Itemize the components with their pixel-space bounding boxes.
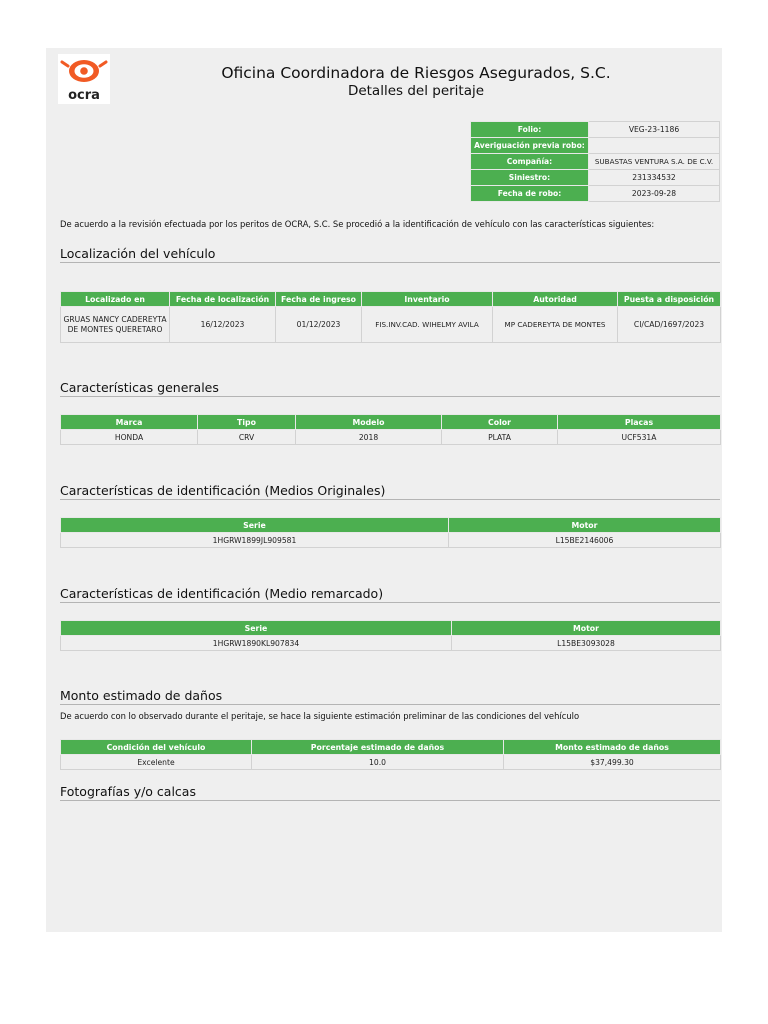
table-row (61, 307, 721, 343)
fecha-robo-value: 2023-09-28 (589, 186, 720, 202)
intro-text: De acuerdo a la revisión efectuada por los peritos de OCRA, S.C. Se procedió a la identificación de vehículo con las características siguientes: (60, 219, 655, 229)
compania-label: Compañía: (471, 154, 589, 170)
section-title-remarcado: Características de identificación (Medio remarcado) (60, 586, 720, 603)
section-title-generales: Características generales (60, 380, 720, 397)
siniestro-value: 231334532 (589, 170, 720, 186)
column-header: Porcentaje estimado de daños (252, 740, 504, 755)
column-header: Fecha de ingreso (276, 292, 362, 307)
section-title-localizacion: Localización del vehículo (60, 246, 720, 263)
table-header-row (61, 740, 721, 755)
table-row (61, 755, 721, 770)
table-header-row (61, 292, 721, 307)
info-row-folio (471, 122, 720, 138)
table-cell: 16/12/2023 (170, 307, 276, 343)
table-cell: MP CADEREYTA DE MONTES (493, 307, 618, 343)
table-cell: GRUAS NANCY CADEREYTA DE MONTES QUERETARO (61, 307, 170, 343)
table-cell: HONDA (61, 430, 198, 445)
porcentaje-value: 10.0 (252, 755, 504, 770)
column-header: Placas (558, 415, 721, 430)
table-cell: UCF531A (558, 430, 721, 445)
column-header: Color (442, 415, 558, 430)
column-header: Tipo (198, 415, 296, 430)
averiguacion-value (589, 138, 720, 154)
column-header: Serie (61, 621, 452, 636)
column-header: Condición del vehículo (61, 740, 252, 755)
table-cell: CI/CAD/1697/2023 (618, 307, 721, 343)
column-header: Fecha de localización (170, 292, 276, 307)
table-cell: PLATA (442, 430, 558, 445)
fecha-robo-label: Fecha de robo: (471, 186, 589, 202)
info-row-averiguacion (471, 138, 720, 154)
motor-value: L15BE2146006 (449, 533, 721, 548)
generales-table (60, 414, 721, 445)
section-title-danos: Monto estimado de daños (60, 688, 720, 705)
case-info-table (470, 121, 720, 202)
column-header: Serie (61, 518, 449, 533)
table-cell: 01/12/2023 (276, 307, 362, 343)
logo-text: ocra (68, 88, 100, 103)
column-header: Autoridad (493, 292, 618, 307)
table-cell: CRV (198, 430, 296, 445)
danos-note: De acuerdo con lo observado durante el peritaje, se hace la siguiente estimación preliminar de las condiciones del vehículo (60, 711, 580, 721)
compania-value: SUBASTAS VENTURA S.A. DE C.V. (589, 154, 720, 170)
info-row-compania (471, 154, 720, 170)
serie-value: 1HGRW1890KL907834 (61, 636, 452, 651)
table-row (61, 430, 721, 445)
office-title: Oficina Coordinadora de Riesgos Asegurados, S.C. (221, 64, 611, 82)
siniestro-label: Siniestro: (471, 170, 589, 186)
column-header: Monto estimado de daños (504, 740, 721, 755)
report-subtitle: Detalles del peritaje (347, 83, 485, 99)
danos-table (60, 739, 721, 770)
column-header: Inventario (362, 292, 493, 307)
table-cell: 2018 (296, 430, 442, 445)
section-title-originales: Características de identificación (Medios Originales) (60, 483, 720, 500)
column-header: Marca (61, 415, 198, 430)
table-cell: FIS.INV.CAD. WIHELMY AVILA (362, 307, 493, 343)
column-header: Puesta a disposición (618, 292, 721, 307)
table-header-row (61, 518, 721, 533)
averiguacion-label: Averiguación previa robo: (471, 138, 589, 154)
motor-value: L15BE3093028 (452, 636, 721, 651)
condicion-value: Excelente (61, 755, 252, 770)
table-header-row (61, 415, 721, 430)
table-header-row (61, 621, 721, 636)
originales-table (60, 517, 721, 548)
localizacion-table (60, 291, 721, 343)
monto-value: $37,499.30 (504, 755, 721, 770)
folio-label: Folio: (471, 122, 589, 138)
info-row-fecha-robo (471, 186, 720, 202)
table-row (61, 533, 721, 548)
report-page (46, 48, 722, 932)
serie-value: 1HGRW1899JL909581 (61, 533, 449, 548)
remarcado-table (60, 620, 721, 651)
column-header: Motor (452, 621, 721, 636)
table-row (61, 636, 721, 651)
section-title-fotos: Fotografías y/o calcas (60, 784, 720, 801)
column-header: Localizado en (61, 292, 170, 307)
column-header: Modelo (296, 415, 442, 430)
column-header: Motor (449, 518, 721, 533)
folio-value: VEG-23-1186 (589, 122, 720, 138)
info-row-siniestro (471, 170, 720, 186)
